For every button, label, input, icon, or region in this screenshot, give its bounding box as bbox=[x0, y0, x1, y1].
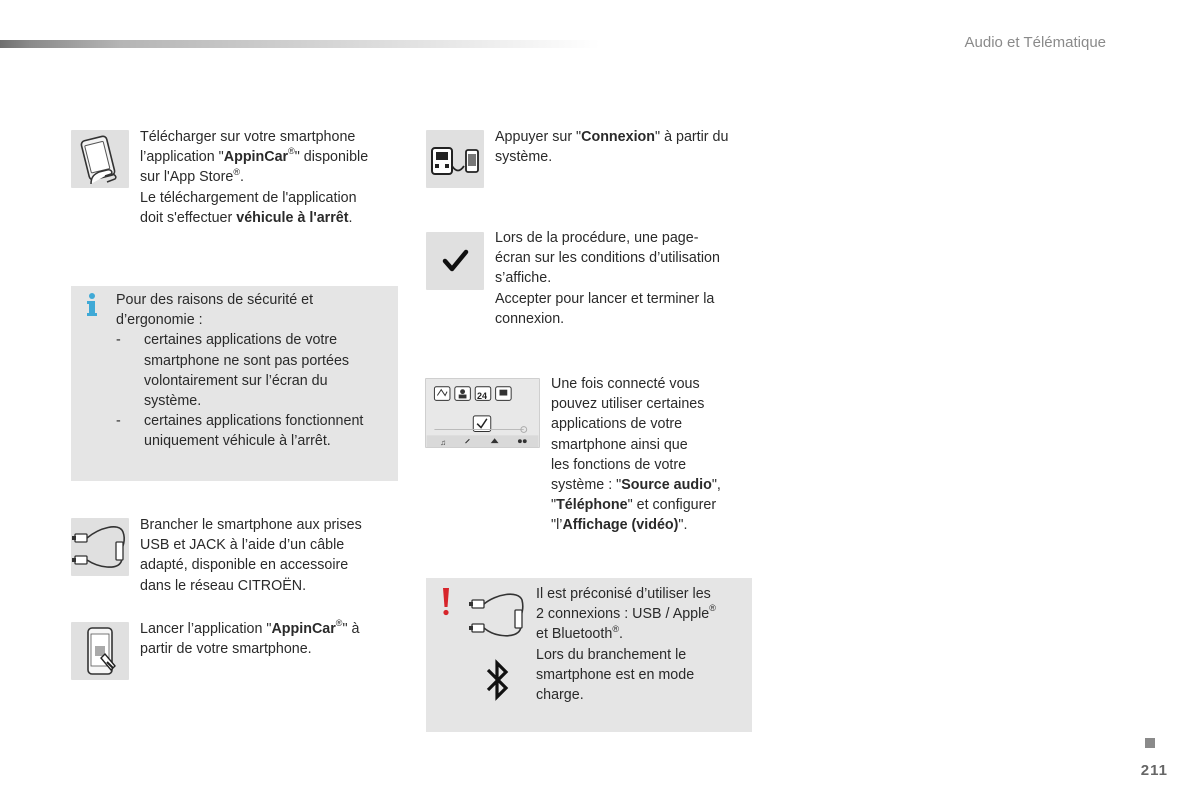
connect-line-1 bbox=[495, 127, 728, 147]
text: certaines applications de votre bbox=[144, 332, 338, 349]
connected-line-1: Une fois connecté vous bbox=[551, 376, 700, 392]
text: " disponible bbox=[294, 149, 369, 166]
launch-instructions bbox=[140, 619, 359, 659]
accept-line-4: Accepter pour lancer et terminer la bbox=[495, 290, 715, 307]
text: Appuyer sur " bbox=[495, 129, 582, 145]
accept-instructions bbox=[495, 228, 720, 329]
text: 2 connexions : USB / Apple bbox=[536, 606, 710, 623]
connect-instructions bbox=[495, 127, 728, 167]
connected-line-5: les fonctions de votre bbox=[551, 456, 687, 473]
text: . bbox=[348, 209, 353, 226]
text: certaines applications fonctionnent bbox=[144, 413, 364, 430]
warning-line-4: Lors du branchement le bbox=[536, 646, 687, 663]
plug-line-4: dans le réseau CITROËN. bbox=[140, 577, 307, 594]
download-instructions bbox=[140, 127, 368, 228]
warning-line-2 bbox=[536, 604, 716, 624]
bluetooth-icon bbox=[485, 658, 511, 702]
text: doit s'effectuer bbox=[140, 209, 237, 226]
launch-line-2: partir de votre smartphone. bbox=[140, 641, 312, 658]
registered-mark: ® bbox=[233, 166, 240, 177]
system-screen-icon bbox=[425, 378, 540, 448]
registered-mark: ® bbox=[335, 618, 343, 629]
emphasis: Source audio bbox=[621, 477, 712, 494]
accept-line-1: Lors de la procédure, une page- bbox=[495, 230, 699, 246]
header-gradient-bar bbox=[0, 40, 600, 48]
text: ", bbox=[711, 477, 721, 494]
usb-jack-cable-icon bbox=[71, 518, 129, 576]
download-line-1: Télécharger sur votre smartphone bbox=[140, 129, 356, 145]
list-item bbox=[116, 411, 392, 451]
emphasis: véhicule à l'arrêt bbox=[236, 209, 349, 226]
warning-line-6: charge. bbox=[536, 687, 584, 704]
download-line-5 bbox=[140, 208, 368, 228]
svg-text:♫: ♫ bbox=[440, 438, 447, 447]
connected-instructions bbox=[551, 374, 721, 536]
emphasis: Téléphone bbox=[556, 497, 628, 514]
warning-exclamation-icon bbox=[441, 588, 451, 616]
connected-line-3: applications de votre bbox=[551, 416, 683, 433]
connect-line-2: système. bbox=[495, 149, 553, 166]
text: système. bbox=[144, 393, 202, 410]
connected-line-7 bbox=[551, 495, 721, 515]
text: uniquement véhicule à l’arrêt. bbox=[144, 433, 331, 450]
emphasis: Affichage (vidéo) bbox=[562, 517, 679, 534]
warning-line-3 bbox=[536, 624, 716, 644]
text: . bbox=[618, 626, 623, 643]
warning-line-1: Il est préconisé d’utiliser les bbox=[536, 586, 711, 602]
bullet: - bbox=[116, 413, 121, 430]
plug-line-1: Brancher le smartphone aux prises bbox=[140, 517, 362, 533]
page-marker bbox=[1145, 738, 1155, 748]
connection-icon bbox=[426, 130, 484, 188]
list-item bbox=[116, 330, 392, 411]
emphasis: Connexion bbox=[581, 129, 656, 145]
smartphone-tap-icon bbox=[71, 622, 129, 680]
text: ". bbox=[678, 517, 688, 534]
text: Lancer l’application " bbox=[140, 621, 272, 637]
smartphone-hand-icon bbox=[71, 130, 129, 188]
accept-line-2: écran sur les conditions d’utilisation bbox=[495, 250, 720, 267]
text: volontairement sur l’écran du bbox=[144, 372, 328, 389]
plug-instructions bbox=[140, 515, 362, 596]
plug-line-2: USB et JACK à l’aide d’un câble bbox=[140, 537, 345, 554]
info-text bbox=[116, 290, 392, 452]
accept-line-3: s’affiche. bbox=[495, 270, 552, 287]
section-title: Audio et Télématique bbox=[964, 34, 1106, 51]
download-line-4: Le téléchargement de l'application bbox=[140, 189, 357, 206]
page-number: 211 bbox=[1140, 762, 1168, 779]
warning-line-5: smartphone est en mode bbox=[536, 666, 695, 683]
app-name: AppinCar bbox=[271, 621, 336, 637]
plug-line-3: adapté, disponible en accessoire bbox=[140, 557, 349, 574]
warning-text bbox=[536, 584, 716, 705]
download-line-3 bbox=[140, 167, 368, 187]
registered-mark: ® bbox=[709, 603, 716, 614]
text: "l’ bbox=[551, 517, 563, 534]
launch-line-1 bbox=[140, 619, 359, 639]
connected-line-4: smartphone ainsi que bbox=[551, 436, 688, 453]
info-line-1: Pour des raisons de sécurité et bbox=[116, 292, 314, 308]
checkmark-icon bbox=[426, 232, 484, 290]
text: et Bluetooth bbox=[536, 626, 613, 643]
text: . bbox=[239, 169, 244, 186]
screen-number: 24 bbox=[477, 391, 488, 401]
info-line-2: d’ergonomie : bbox=[116, 312, 203, 329]
app-name: AppinCar bbox=[223, 149, 289, 166]
connected-line-2: pouvez utiliser certaines bbox=[551, 396, 705, 413]
info-icon bbox=[84, 292, 100, 318]
connected-line-8 bbox=[551, 515, 721, 535]
text: sur l'App Store bbox=[140, 169, 234, 186]
registered-mark: ® bbox=[612, 623, 619, 634]
usb-jack-cable-icon bbox=[466, 588, 528, 644]
download-line-2 bbox=[140, 147, 368, 167]
text: l’application " bbox=[140, 149, 224, 166]
registered-mark: ® bbox=[288, 146, 295, 157]
bullet: - bbox=[116, 332, 121, 349]
text: " et configurer bbox=[627, 497, 717, 514]
text: système : " bbox=[551, 477, 622, 494]
text: " à bbox=[342, 621, 360, 637]
text: smartphone ne sont pas portées bbox=[144, 352, 350, 369]
text: " à partir du bbox=[655, 129, 729, 145]
connected-line-6 bbox=[551, 475, 721, 495]
text: " bbox=[551, 497, 557, 514]
accept-line-5: connexion. bbox=[495, 310, 565, 327]
